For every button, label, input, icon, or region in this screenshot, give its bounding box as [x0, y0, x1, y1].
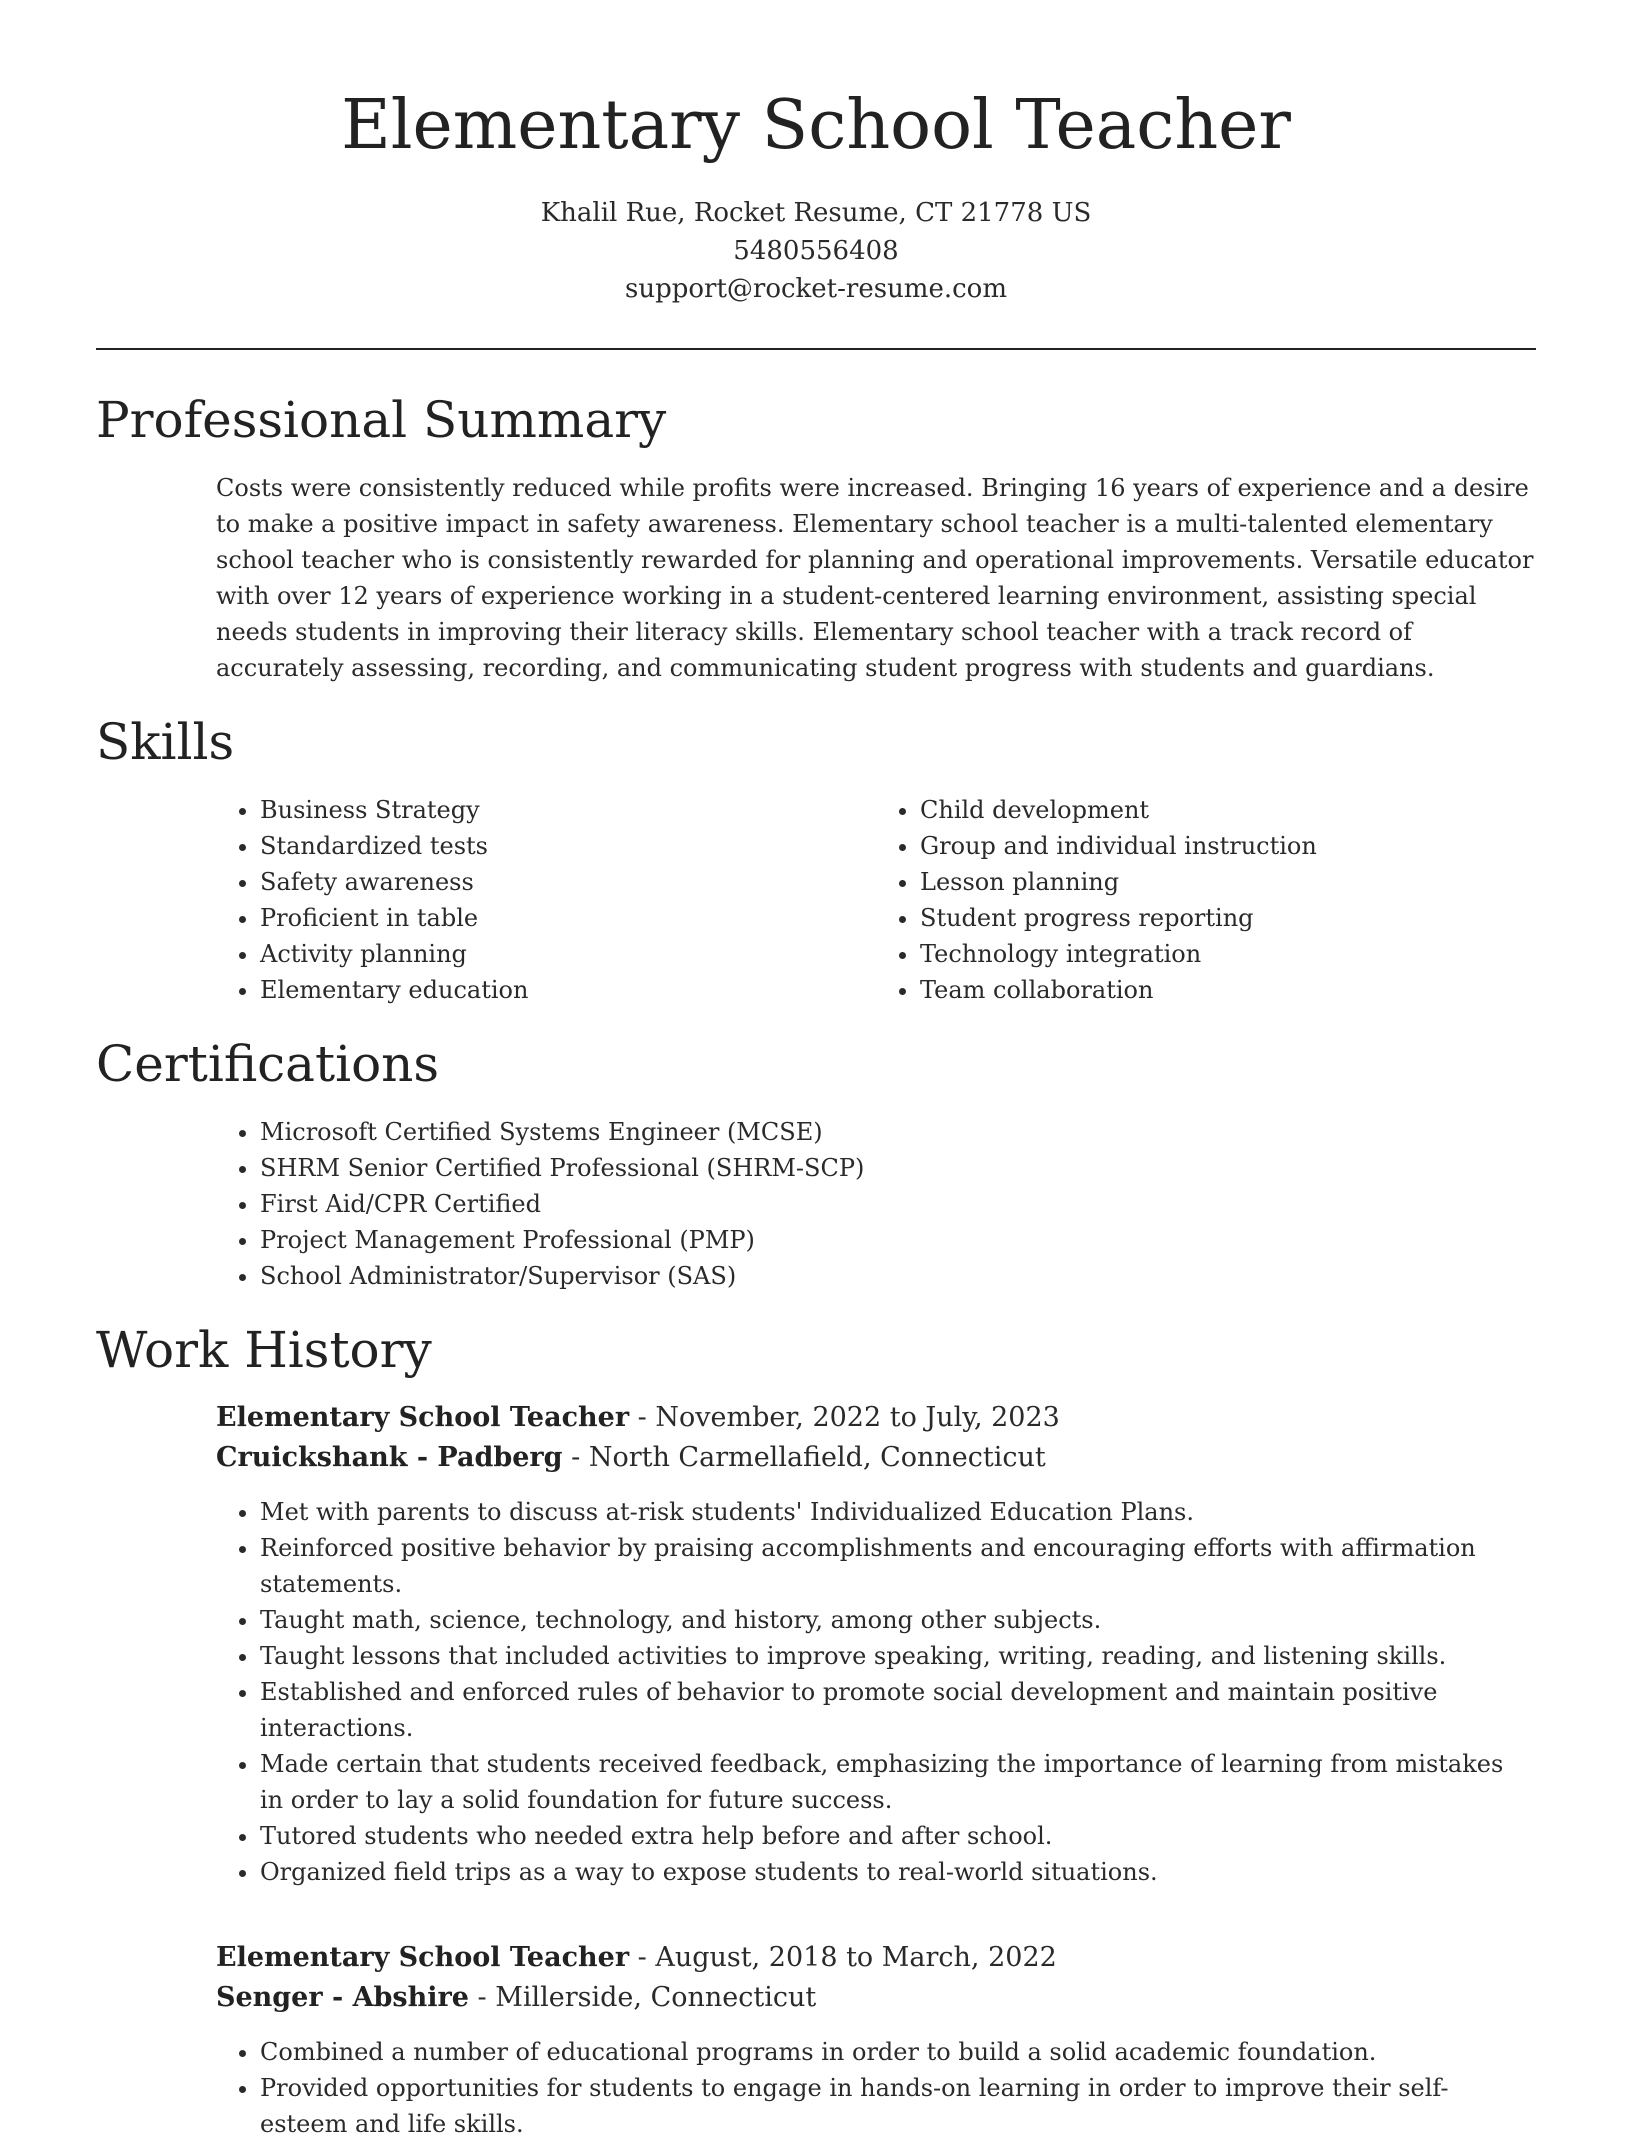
certification-item: • SHRM Senior Certified Professional (SHRM-SCP): [260, 1150, 1536, 1186]
job-duties-list: [216, 2034, 1530, 2142]
skill-item: • Proficient in table: [260, 900, 876, 936]
job-duty: • Established and enforced rules of behavior to promote social development and maintain positive interactions.: [260, 1674, 1530, 1746]
skill-item: • Technology integration: [920, 936, 1536, 972]
job-separator: -: [468, 1982, 496, 2013]
job-location: Millerside, Connecticut: [495, 1982, 817, 2013]
job-duty: • Met with parents to discuss at-risk students' Individualized Education Plans.: [260, 1494, 1530, 1530]
work-history-heading: Work History: [96, 1321, 432, 1379]
job-dates: November, 2022 to July, 2023: [655, 1402, 1060, 1433]
resume-title: Elementary School Teacher: [341, 86, 1291, 165]
job-dates: August, 2018 to March, 2022: [655, 1942, 1057, 1973]
certification-item: • Project Management Professional (PMP): [260, 1222, 1536, 1258]
job-separator: -: [629, 1402, 656, 1433]
job-duties-list: [216, 1494, 1530, 1890]
job-company: Cruickshank - Padberg: [216, 1442, 563, 1473]
certifications-heading: Certifications: [96, 1035, 440, 1093]
job-title-line: [216, 1398, 1536, 1438]
job-title: Elementary School Teacher: [216, 1942, 630, 1973]
job-company: Senger - Abshire: [216, 1982, 469, 2013]
contact-address: Khalil Rue, Rocket Resume, CT 21778 US: [540, 198, 1092, 228]
job-title-line: [216, 1938, 1536, 1978]
job-entry: [216, 1938, 1536, 2142]
job-company-line: [216, 1978, 1536, 2018]
certification-item: • School Administrator/Supervisor (SAS): [260, 1258, 1536, 1294]
skills-list-left: [216, 792, 876, 1008]
job-duty: • Organized field trips as a way to expose students to real-world situations.: [260, 1854, 1530, 1890]
job-duty: • Provided opportunities for students to engage in hands-on learning in order to improve their self-esteem and life skills.: [260, 2070, 1530, 2142]
skill-item: • Standardized tests: [260, 828, 876, 864]
job-duty: • Combined a number of educational programs in order to build a solid academic foundation.: [260, 2034, 1530, 2070]
skill-item: • Team collaboration: [920, 972, 1536, 1008]
header-divider: [96, 348, 1536, 350]
certifications-list: [216, 1114, 1536, 1294]
job-title: Elementary School Teacher: [216, 1402, 630, 1433]
contact-phone: 5480556408: [733, 236, 899, 266]
job-location: North Carmellafield, Connecticut: [588, 1442, 1046, 1473]
job-company-line: [216, 1438, 1536, 1478]
skill-item: • Group and individual instruction: [920, 828, 1536, 864]
certification-item: • First Aid/CPR Certified: [260, 1186, 1536, 1222]
summary-text: Costs were consistently reduced while profits were increased. Bringing 16 years of experience and a desire to make a positive impact in safety awareness. Elementary school teacher is a multi-talented elementary school teacher who is consistently rewarded for planning and operational improvements. Versatile educator with over 12 years of experience working in a student-centered learning environment, assisting special needs students in improving their literacy skills. Elementary school teacher with a track record of accurately assessing, recording, and communicating student progress with students and guardians.: [216, 474, 1534, 682]
skill-item: • Elementary education: [260, 972, 876, 1008]
skill-item: • Child development: [920, 792, 1536, 828]
job-duty: • Taught lessons that included activities to improve speaking, writing, reading, and listening skills.: [260, 1638, 1530, 1674]
skills-columns: [216, 792, 1536, 1008]
skill-item: • Safety awareness: [260, 864, 876, 900]
skills-list-right: [876, 792, 1536, 1008]
job-duty: • Made certain that students received feedback, emphasizing the importance of learning from mistakes in order to lay a solid foundation for future success.: [260, 1746, 1530, 1818]
contact-email: support@rocket-resume.com: [624, 274, 1007, 304]
resume-page: [96, 0, 1536, 2142]
job-separator: -: [562, 1442, 589, 1473]
job-duty: • Reinforced positive behavior by praising accomplishments and encouraging efforts with affirmation statements.: [260, 1530, 1530, 1602]
skill-item: • Business Strategy: [260, 792, 876, 828]
job-duty: • Tutored students who needed extra help before and after school.: [260, 1818, 1530, 1854]
job-entry: [216, 1398, 1536, 1890]
job-separator: -: [629, 1942, 656, 1973]
certification-item: • Microsoft Certified Systems Engineer (MCSE): [260, 1114, 1536, 1150]
skills-heading: Skills: [96, 713, 235, 771]
skill-item: • Student progress reporting: [920, 900, 1536, 936]
skill-item: • Activity planning: [260, 936, 876, 972]
job-duty: • Taught math, science, technology, and history, among other subjects.: [260, 1602, 1530, 1638]
skill-item: • Lesson planning: [920, 864, 1536, 900]
contact-block: [96, 194, 1536, 308]
summary-heading: Professional Summary: [96, 391, 667, 449]
